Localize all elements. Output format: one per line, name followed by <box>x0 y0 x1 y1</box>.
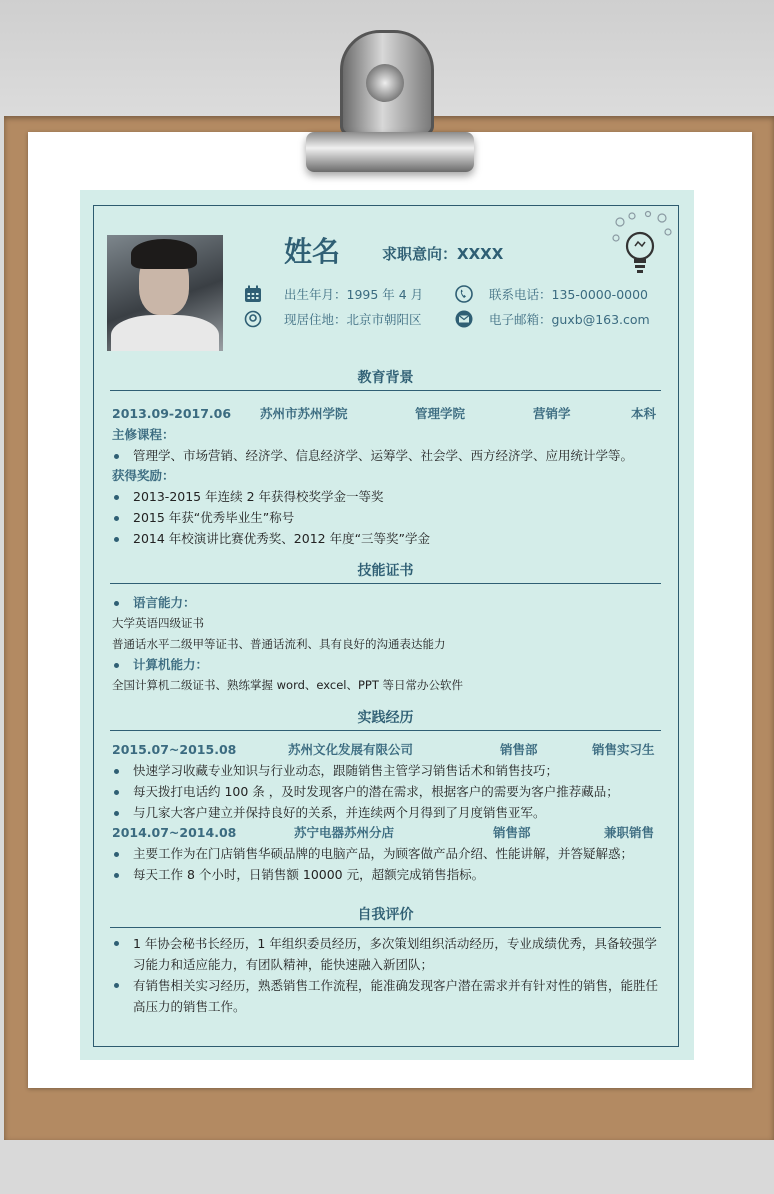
self-eval-divider <box>110 927 661 928</box>
job-duty: 每天拨打电话约 100 条 ，及时发现客户的潜在需求，根据客户的需要为客户推荐藏品； <box>112 782 662 802</box>
job-role: 兼职销售 <box>604 825 655 840</box>
skills-divider <box>110 583 661 584</box>
self-eval-item: 有销售相关实习经历，熟悉销售工作流程，能准确发现客户潜在需求并有针对性的销售，能胜任高压力的销售工作。 <box>112 975 662 1017</box>
skills-title: 技能证书 <box>357 563 414 579</box>
job-duty: 主要工作为在门店销售华硕品牌的电脑产品，为顾客做产品介绍、性能讲解，并答疑解惑； <box>112 844 662 864</box>
job-intent: 求职意向：XXXX <box>382 245 504 263</box>
awards-label: 获得奖励： <box>112 468 175 483</box>
edu-school: 苏州市苏州学院 <box>260 406 348 421</box>
edu-degree: 本科 <box>631 406 657 421</box>
job-dept: 销售部 <box>500 742 538 757</box>
resume-name: 姓名 <box>284 235 341 268</box>
profile-photo <box>107 235 223 351</box>
edu-major: 营销学 <box>533 406 571 421</box>
award-item: 2014 年校演讲比赛优秀奖、2012 年度“三等奖”学金 <box>112 529 662 549</box>
language-label: 语言能力： <box>112 594 196 612</box>
phone-icon <box>455 285 473 303</box>
job-duty: 与几家大客户建立并保持良好的关系，并连续两个月得到了月度销售亚军。 <box>112 803 662 823</box>
job-duty: 快速学习收藏专业知识与行业动态，跟随销售主管学习销售话术和销售技巧； <box>112 761 662 781</box>
edu-period: 2013.09-2017.06 <box>112 406 232 421</box>
lightbulb-icon <box>610 210 674 276</box>
language-item: 普通话水平二级甲等证书、普通话流利、具有良好的沟通表达能力 <box>112 637 446 651</box>
job-duty: 每天工作 8 个小时，日销售额 10000 元，超额完成销售指标。 <box>112 865 662 885</box>
clip-hole <box>366 64 404 102</box>
job-role: 销售实习生 <box>592 742 655 757</box>
award-item: 2015 年获“优秀毕业生”称号 <box>112 508 662 528</box>
job-company: 苏州文化发展有限公司 <box>288 742 414 757</box>
courses-label: 主修课程： <box>112 427 175 442</box>
practice-title: 实践经历 <box>357 710 414 726</box>
phone-info: 联系电话：135-0000-0000 <box>489 287 649 302</box>
edu-college: 管理学院 <box>415 406 466 421</box>
practice-divider <box>110 730 661 731</box>
computer-label: 计算机能力： <box>112 656 208 674</box>
birth-info: 出生年月：1995 年 4 月 <box>284 287 424 302</box>
job-dept: 销售部 <box>493 825 531 840</box>
education-divider <box>110 390 661 391</box>
courses-text: 管理学、市场营销、经济学、信息经济学、运筹学、社会学、西方经济学、应用统计学等。 <box>112 446 662 466</box>
self-eval-item: 1 年协会秘书长经历，1 年组织委员经历，多次策划组织活动经历，专业成绩优秀，具备较强学习能力和适应能力，有团队精神，能快速融入新团队； <box>112 933 662 975</box>
address-info: 现居住地：北京市朝阳区 <box>284 312 422 327</box>
job-period: 2014.07~2014.08 <box>112 825 237 840</box>
self-eval-title: 自我评价 <box>357 907 414 923</box>
email-icon <box>455 310 473 328</box>
calendar-icon <box>244 285 262 303</box>
job-company: 苏宁电器苏州分店 <box>294 825 395 840</box>
language-item: 大学英语四级证书 <box>112 616 204 630</box>
location-icon <box>244 310 262 328</box>
email-info: 电子邮箱：guxb@163.com <box>489 312 650 327</box>
clip-base <box>306 132 474 172</box>
computer-item: 全国计算机二级证书、熟练掌握 word、excel、PPT 等日常办公软件 <box>112 678 464 692</box>
job-period: 2015.07~2015.08 <box>112 742 237 757</box>
award-item: 2013-2015 年连续 2 年获得校奖学金一等奖 <box>112 487 662 507</box>
education-title: 教育背景 <box>357 370 414 386</box>
